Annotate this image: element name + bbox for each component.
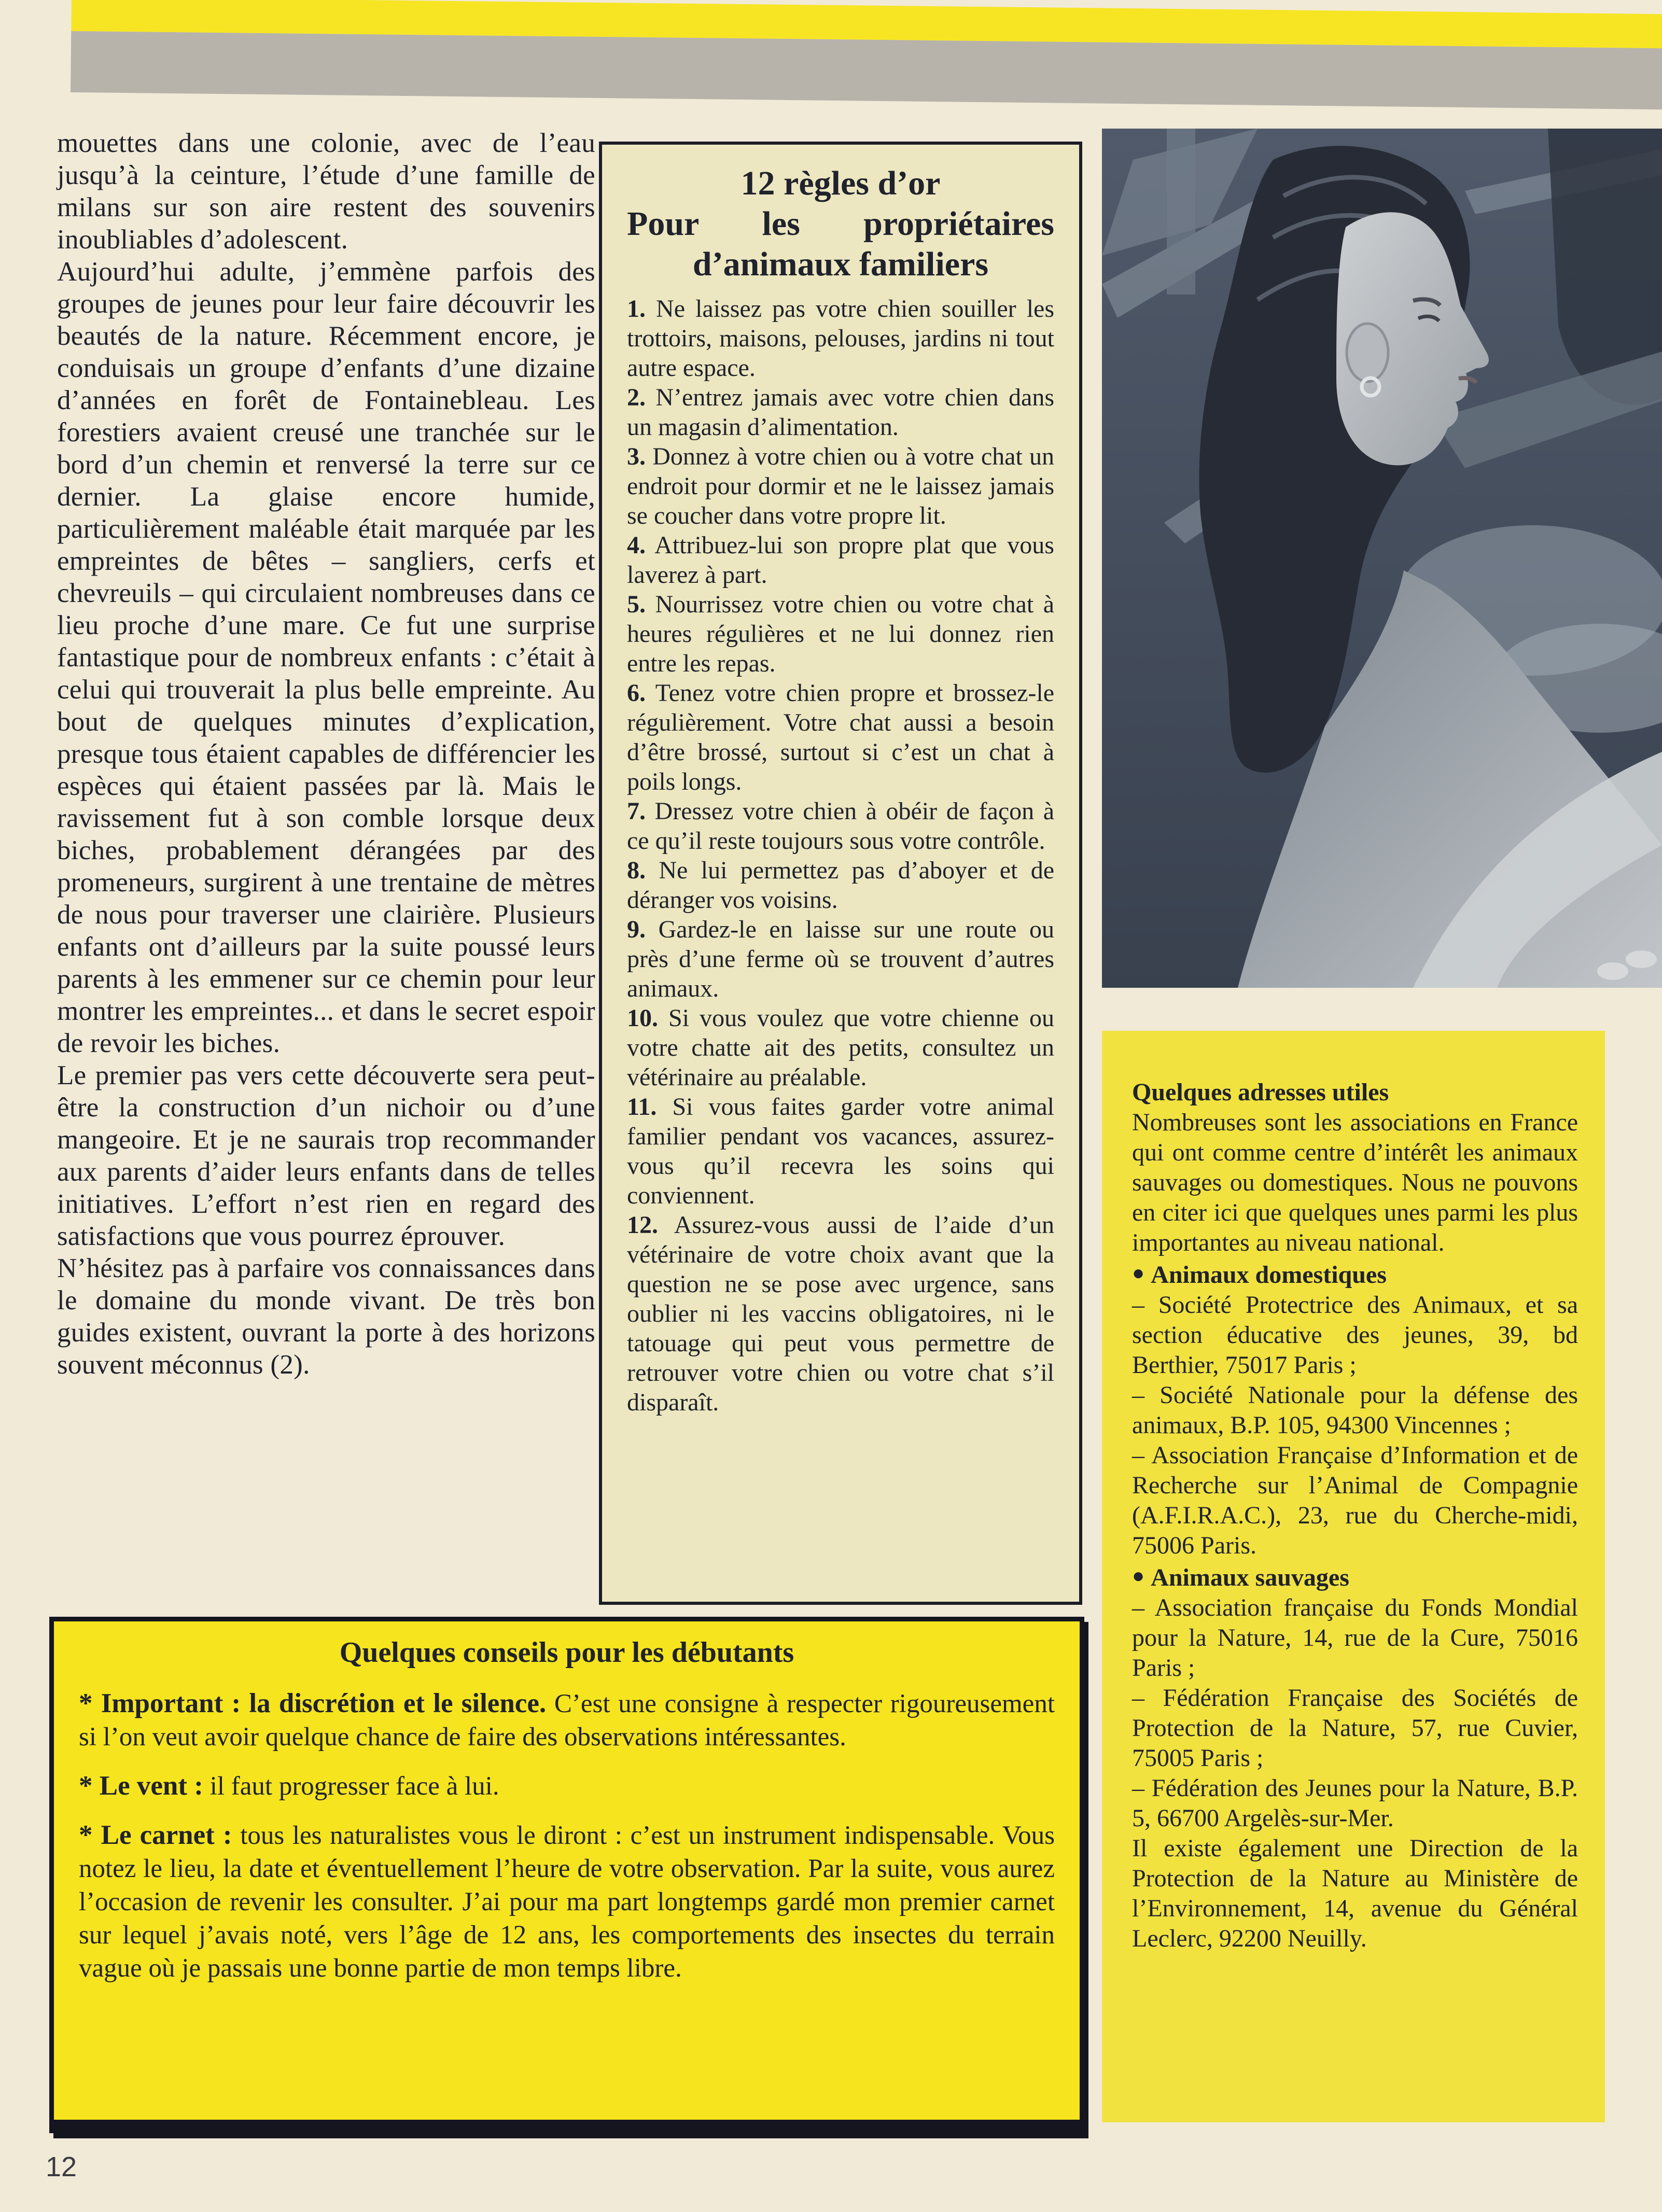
girl-profile-photo <box>1102 129 1662 988</box>
section-heading-label: Animaux sauvages <box>1151 1564 1349 1591</box>
rule-number: 12. <box>627 1211 658 1239</box>
rule-item <box>627 442 1054 530</box>
tip-item <box>79 1769 1055 1803</box>
rule-item <box>627 590 1054 678</box>
address-entry: – Fédération Française des Sociétés de Protection de la Nature, 57, rue Cuvier, 75005 Paris ; <box>1132 1684 1578 1772</box>
tips-title: Quelques conseils pour les débutants <box>339 1636 794 1669</box>
section-heading-wild <box>1132 1561 1578 1593</box>
rule-text: Nourrissez votre chien ou votre chat à heures régulières et ne lui donnez rien entre les repas. <box>627 591 1054 677</box>
beginner-tips-box <box>49 1617 1084 2133</box>
rules-title-line2: Pour les propriétaires <box>627 205 1054 243</box>
rule-number: 1. <box>627 295 646 323</box>
rule-text: N’entrez jamais avec votre chien dans un magasin d’alimentation. <box>627 384 1054 441</box>
rule-text: Gardez-le en laisse sur une route ou près d’une ferme où se trouvent d’autres animaux. <box>627 916 1054 1002</box>
address-entry: – Association Française d’Information et de Recherche sur l’Animal de Compagnie (A.F.I.R.A.C.), 23, rue du Cherche-midi, 75006 Paris. <box>1132 1441 1578 1559</box>
tip-text: il faut progresser face à lui. <box>210 1772 499 1801</box>
ear <box>1347 324 1388 382</box>
rules-box-title <box>627 163 1054 285</box>
rule-item <box>627 1003 1054 1092</box>
rule-number: 8. <box>627 857 646 884</box>
tip-text: C’est une consigne à respecter rigoureusement si l’on veut avoir quelque chance de faire des observations intéressantes. <box>79 1689 1055 1752</box>
top-bands <box>71 0 1662 111</box>
bullet-icon: ● <box>1132 1564 1145 1587</box>
rules-title-line3: d’animaux familiers <box>692 245 989 283</box>
rule-number: 11. <box>627 1093 657 1121</box>
tip-label: * Le carnet : <box>79 1820 232 1850</box>
rule-number: 7. <box>627 797 646 825</box>
rule-number: 6. <box>627 679 646 707</box>
rule-item <box>627 796 1054 856</box>
tip-label: * Important : la discrétion et le silence. <box>79 1688 547 1718</box>
rule-text: Attribuez-lui son propre plat que vous laverez à part. <box>627 531 1054 589</box>
rule-text: Donnez à votre chien ou à votre chat un endroit pour dormir et ne le laissez jamais se coucher dans votre propre lit. <box>627 443 1054 529</box>
article-paragraph: N’hésitez pas à parfaire vos connaissances dans le domaine du monde vivant. De très bon guides existent, ouvrant la porte à des horizons souvent méconnus (2). <box>57 1253 595 1380</box>
section-heading-label: Animaux domestiques <box>1151 1261 1387 1289</box>
rule-item <box>627 678 1054 796</box>
rule-item <box>627 530 1054 590</box>
rule-item <box>627 1092 1054 1210</box>
rule-item <box>627 1210 1054 1417</box>
rule-number: 9. <box>627 916 646 943</box>
rule-number: 3. <box>627 443 646 470</box>
rule-item <box>627 856 1054 915</box>
address-entry: – Association française du Fonds Mondial pour la Nature, 14, rue de la Cure, 75016 Paris ; <box>1132 1594 1578 1682</box>
rule-number: 2. <box>627 384 646 411</box>
useful-addresses-box <box>1102 1031 1605 2122</box>
rule-item <box>627 383 1054 442</box>
address-entry: – Société Protectrice des Animaux, et sa section éducative des jeunes, 39, bd Berthier, 75017 Paris ; <box>1132 1291 1578 1379</box>
tip-item <box>79 1818 1055 1985</box>
article-paragraph: mouettes dans une colonie, avec de l’eau jusqu’à la ceinture, l’étude d’une famille de milans sur son aire restent des souvenirs inoubliables d’adolescent. <box>57 128 595 255</box>
addresses-title: Quelques adresses utiles <box>1132 1079 1389 1106</box>
rule-text: Si vous voulez que votre chienne ou votre chatte ait des petits, consultez un vétérinaire au préalable. <box>627 1004 1055 1091</box>
rule-text: Si vous faites garder votre animal familier pendant vos vacances, assurez-vous qu’il recevra les soins qui conviennent. <box>627 1093 1054 1209</box>
rule-number: 5. <box>627 591 646 618</box>
rule-text: Ne laissez pas votre chien souiller les trottoirs, maisons, pelouses, jardins ni tout autre espace. <box>627 295 1055 382</box>
rule-text: Tenez votre chien propre et brossez-le régulièrement. Votre chat aussi a besoin d’être brossé, surtout si c’est un chat à poils longs. <box>627 679 1054 795</box>
rule-number: 4. <box>627 531 646 559</box>
addresses-outro: Il existe également une Direction de la Protection de la Nature au Ministère de l’Environnement, 14, avenue du Général Leclerc, 92200 Neuilly. <box>1132 1835 1578 1952</box>
bullet-icon: ● <box>1132 1261 1145 1284</box>
addresses-intro: Nombreuses sont les associations en France qui ont comme centre d’intérêt les animaux sauvages ou domestiques. Nous ne pouvons en citer ici que quelques unes parmi les plus importantes au niveau national. <box>1132 1109 1578 1256</box>
rule-item <box>627 915 1054 1003</box>
article-paragraph: Aujourd’hui adulte, j’emmène parfois des groupes de jeunes pour leur faire découvrir les beautés de la nature. Récemment encore, je conduisais un groupe d’enfants d’une dizaine d’années en forêt de Fontainebleau. Les forestiers avaient creusé une tranchée sur le bord d’un chemin et renversé la terre sur ce dernier. La glaise encore humide, particulièrement maléable était marquée par les empreintes de bêtes – sangliers, cerfs et chevreuils – qui circulaient nombreuses dans ce lieu proche d’une mare. Ce fut une surprise fantastique pour de nombreux enfants : c’était à celui qui trouverait la plus belle empreinte. Au bout de quelques minutes d’explication, presque tous étaient capables de différencier les espèces qui étaient passées par là. Mais le ravissement fut à son comble lorsque deux biches, probablement dérangées par des promeneurs, surgirent à une trentaine de mètres de nous pour traverser une clairière. Plusieurs enfants ont d’ailleurs par la suite poussé leurs parents à les emmener sur ce chemin pour leur montrer les empreintes... et dans le secret espoir de revoir les biches. <box>57 257 595 1058</box>
rule-text: Assurez-vous aussi de l’aide d’un vétérinaire de votre choix avant que la question ne se pose avec urgence, sans oublier ni les vaccins obligatoires, ni le tatouage qui peut vous permettre de retrouver votre chien ou votre chat s’il disparaît. <box>627 1211 1054 1416</box>
rule-text: Ne lui permettez pas d’aboyer et de déranger vos voisins. <box>627 857 1055 914</box>
section-heading-domestic <box>1132 1258 1578 1290</box>
rule-item <box>627 294 1054 383</box>
tip-item <box>79 1687 1055 1754</box>
address-entry: – Fédération des Jeunes pour la Nature, B.P. 5, 66700 Argelès-sur-Mer. <box>1132 1774 1578 1832</box>
tip-text: tous les naturalistes vous le diront : c’est un instrument indispensable. Vous notez le lieu, la date et éventuellement l’heure de votre observation. Par la suite, vous aurez l’occasion de revenir les consulter. J’ai pour ma part longtemps gardé mon premier carnet sur lequel j’avais noté, vers l’âge de 12 ans, les comportements des insectes du terrain vague où je passais une bonne partie de mon temps libre. <box>79 1821 1055 1983</box>
article-column <box>57 127 595 1381</box>
rules-title-line1: 12 règles d’or <box>741 164 941 202</box>
address-entry: – Société Nationale pour la défense des animaux, B.P. 105, 94300 Vincennes ; <box>1132 1381 1578 1439</box>
rule-text: Dressez votre chien à obéir de façon à ce qu’il reste toujours sous votre contrôle. <box>627 797 1054 855</box>
page-number: 12 <box>46 2151 77 2182</box>
golden-rules-box <box>599 142 1082 1605</box>
tip-label: * Le vent : <box>79 1771 203 1801</box>
photo-illustration <box>1102 129 1662 988</box>
rule-number: 10. <box>627 1004 658 1032</box>
article-paragraph: Le premier pas vers cette découverte sera peut-être la construction d’un nichoir ou d’une mangeoire. Et je ne saurais trop recommander aux parents d’aider leurs enfants dans de telles initiatives. L’effort n’est rien en regard des satisfactions que vous pourrez éprouver. <box>57 1060 595 1251</box>
